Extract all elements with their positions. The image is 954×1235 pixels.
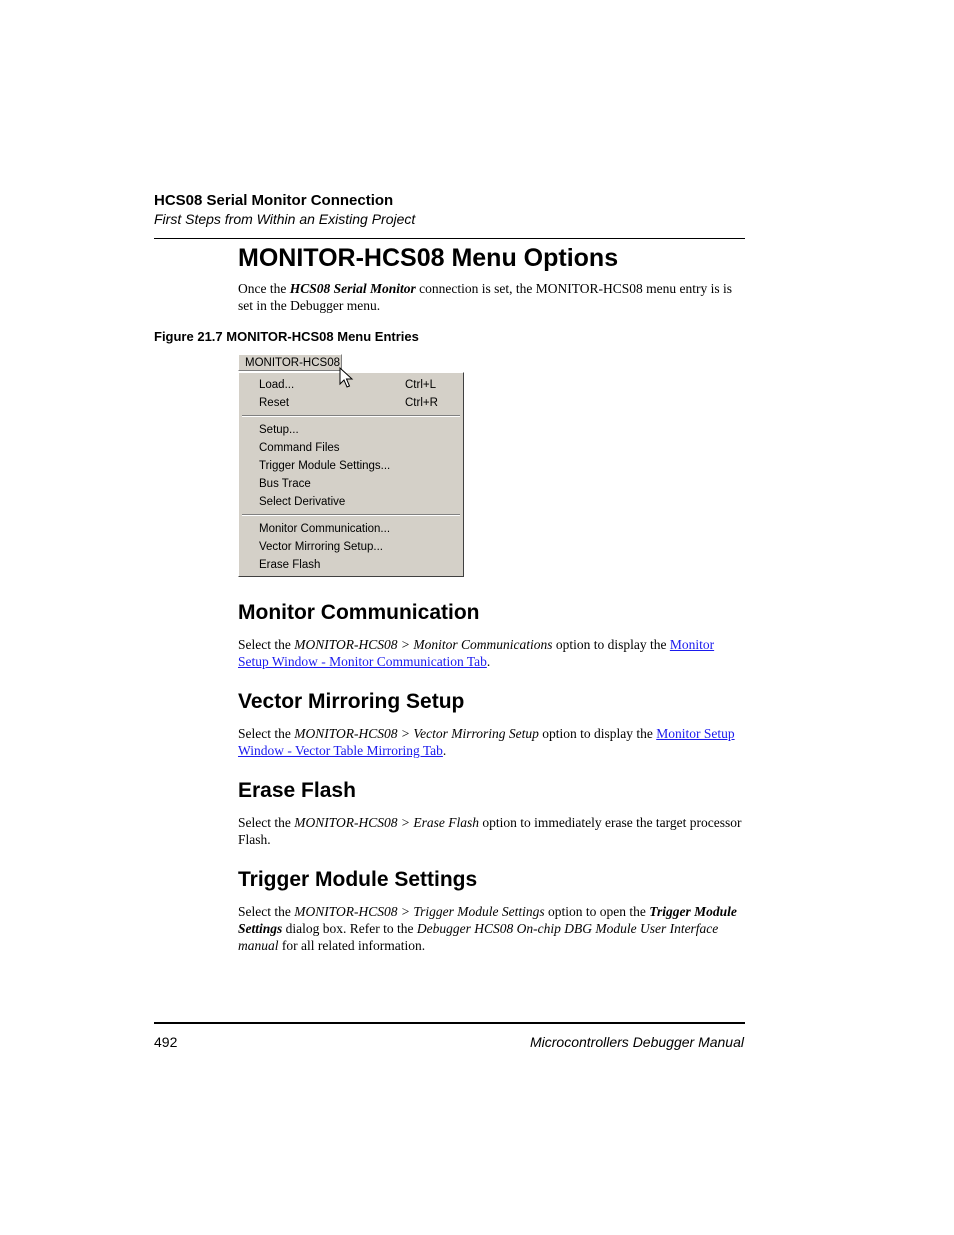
paragraph-text: Select the xyxy=(238,904,295,919)
menu-separator xyxy=(242,415,460,417)
menu-shortcut-reset: Ctrl+R xyxy=(405,397,438,409)
menu-item-select-derivative[interactable]: Select Derivative xyxy=(259,496,346,508)
paragraph-text: Select the xyxy=(238,726,295,741)
menu-item-vector-mirroring-setup[interactable]: Vector Mirroring Setup... xyxy=(259,541,383,553)
menu-separator xyxy=(242,514,460,516)
footer-rule xyxy=(154,1022,745,1024)
page-number: 492 xyxy=(154,1034,178,1050)
link-monitor-communication-tab[interactable]: Monitor Setup Window - Monitor Communication Tab xyxy=(238,637,715,669)
menu-item-setup[interactable]: Setup... xyxy=(259,424,299,436)
running-header-subtitle: First Steps from Within an Existing Project xyxy=(154,211,416,227)
running-header-title: HCS08 Serial Monitor Connection xyxy=(154,192,394,209)
menu-item-load[interactable]: Load... xyxy=(259,379,295,391)
paragraph-text: Select the xyxy=(238,815,295,830)
paragraph-text: option to display the xyxy=(538,726,657,741)
intro-emphasis: HCS08 Serial Monitor xyxy=(289,281,416,296)
intro-text-2: connection is set, the MONITOR-HCS08 menu entry is is set in the Debugger menu. xyxy=(238,281,733,313)
paragraph-text: option to open the xyxy=(544,904,650,919)
section-heading-trigger-module-settings: Trigger Module Settings xyxy=(238,868,478,891)
menu-item-trigger-module-settings[interactable]: Trigger Module Settings... xyxy=(259,460,391,472)
manual-reference: Debugger HCS08 On-chip DBG Module User Interface manual xyxy=(238,921,719,953)
intro-paragraph xyxy=(238,280,744,314)
menu-item-monitor-communication[interactable]: Monitor Communication... xyxy=(259,523,391,535)
menu-figure xyxy=(238,354,464,577)
paragraph-text: for all related information. xyxy=(278,938,426,953)
paragraph-text: option to immediately erase the target processor Flash. xyxy=(238,815,742,847)
figure-caption: Figure 21.7 MONITOR-HCS08 Menu Entries xyxy=(154,329,419,344)
menu-path: MONITOR-HCS08 > Erase Flash xyxy=(294,815,479,830)
paragraph-monitor-communication xyxy=(238,636,744,670)
paragraph-erase-flash xyxy=(238,814,744,848)
menu-item-erase-flash[interactable]: Erase Flash xyxy=(259,559,321,571)
paragraph-text: Select the xyxy=(238,637,295,652)
paragraph-text: . xyxy=(486,654,491,669)
menu-item-reset[interactable]: Reset xyxy=(259,397,290,409)
link-vector-table-mirroring-tab[interactable]: Monitor Setup Window - Vector Table Mirroring Tab xyxy=(238,726,735,758)
menu-title[interactable]: MONITOR-HCS08 xyxy=(238,354,342,371)
menu-item-command-files[interactable]: Command Files xyxy=(259,442,340,454)
section-heading-erase-flash: Erase Flash xyxy=(238,779,356,802)
menu-path: MONITOR-HCS08 > Monitor Communications xyxy=(294,637,553,652)
paragraph-text: . xyxy=(442,743,447,758)
paragraph-text: dialog box. Refer to the xyxy=(282,921,417,936)
menu-path: MONITOR-HCS08 > Vector Mirroring Setup xyxy=(294,726,539,741)
section-heading-vector-mirroring-setup: Vector Mirroring Setup xyxy=(238,690,465,713)
menu-dropdown xyxy=(238,372,464,577)
paragraph-text: option to display the xyxy=(552,637,670,652)
manual-title: Microcontrollers Debugger Manual xyxy=(530,1034,744,1050)
paragraph-vector-mirroring-setup xyxy=(238,725,744,759)
menu-shortcut-load: Ctrl+L xyxy=(405,379,436,391)
intro-text: Once the xyxy=(238,281,290,296)
menu-item-bus-trace[interactable]: Bus Trace xyxy=(259,478,311,490)
page-title: MONITOR-HCS08 Menu Options xyxy=(238,244,619,272)
menu-path: MONITOR-HCS08 > Trigger Module Settings xyxy=(294,904,545,919)
mouse-cursor-icon xyxy=(339,367,355,391)
section-heading-monitor-communication: Monitor Communication xyxy=(238,601,480,624)
paragraph-trigger-module-settings xyxy=(238,903,744,954)
dialog-name: Trigger Module Settings xyxy=(238,904,737,936)
header-rule xyxy=(154,238,745,239)
